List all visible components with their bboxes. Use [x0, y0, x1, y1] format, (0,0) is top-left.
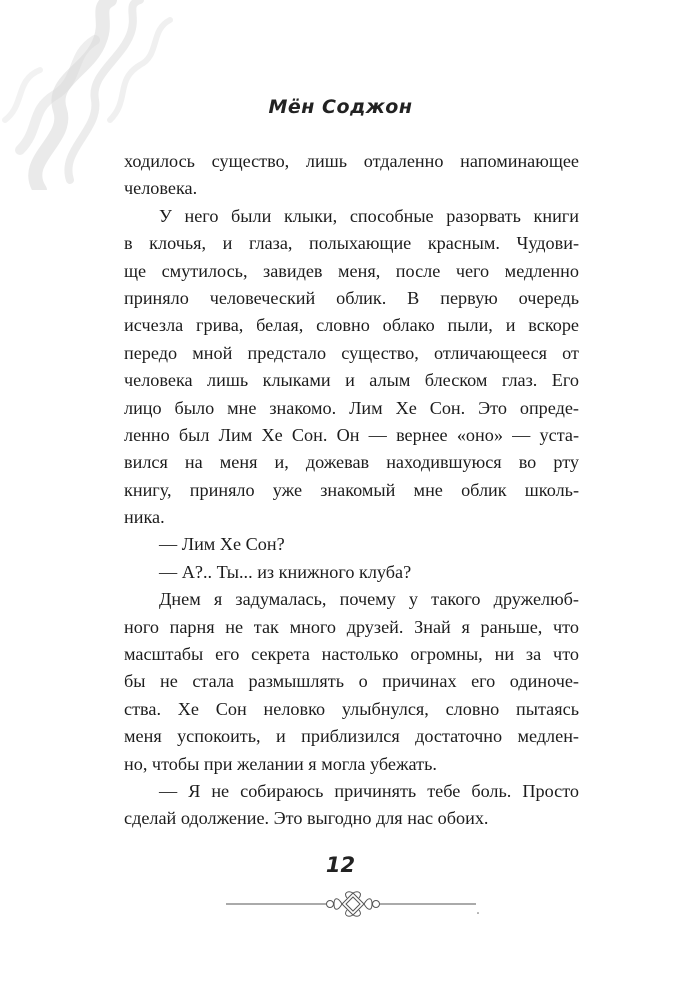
text-line: в клочья, и глаза, полыхающие красным. Чудови- [124, 233, 579, 254]
text-line: передо мной предстало существо, отличающееся от [124, 342, 579, 363]
text-line: масштабы его секрета настолько огромны, ни за что [124, 644, 579, 665]
text-line: человека лишь клыками и алым блеском глаз. Его [124, 370, 579, 391]
text-line: человека. [124, 178, 198, 199]
body-text [124, 148, 579, 833]
text-line: — А?.. Ты... из книжного клуба? [159, 561, 412, 582]
text-line: исчезла грива, белая, словно облако пыли, и вскоре [124, 315, 579, 336]
text-line: меня успокоить, и приблизился достаточно медлен- [124, 726, 579, 747]
text-line: ства. Хе Сон неловко улыбнулся, словно пытаясь [124, 698, 579, 719]
text-line: Днем я задумалась, почему у такого дружелюб- [159, 589, 579, 610]
text-line: ного парня не так много друзей. Знай я раньше, что [124, 616, 579, 637]
text-line: ника. [124, 507, 165, 528]
text-line: бы не стала размышлять о причинах его одиноче- [124, 671, 579, 692]
text-line: сделай одолжение. Это выгодно для нас обоих. [124, 808, 489, 829]
text-line: ленно был Лим Хе Сон. Он — вернее «оно» — уста- [124, 424, 579, 445]
text-line: приняло человеческий облик. В первую очередь [124, 287, 579, 308]
text-line: У него были клыки, способные разорвать книги [159, 205, 579, 226]
text-line: лицо было мне знакомо. Лим Хе Сон. Это опреде- [124, 397, 579, 418]
running-title: Мён Соджон [268, 96, 413, 118]
text-line: книгу, приняло уже знакомый мне облик школь- [124, 479, 579, 500]
text-line: вился на меня и, дожевав находившуюся во рту [124, 452, 579, 473]
text-line: — Лим Хе Сон? [159, 534, 285, 555]
page-number: 12 [325, 853, 356, 877]
text-line: ходилось существо, лишь отдаленно напоминающее [124, 151, 579, 171]
text-line: но, чтобы при желании я могла убежать. [124, 753, 437, 774]
knot-ornament-divider [226, 889, 480, 919]
text-line: ще смутилось, завидев меня, после чего медленно [124, 260, 579, 281]
text-line: — Я не собираюсь причинять тебе боль. Просто [159, 780, 579, 801]
